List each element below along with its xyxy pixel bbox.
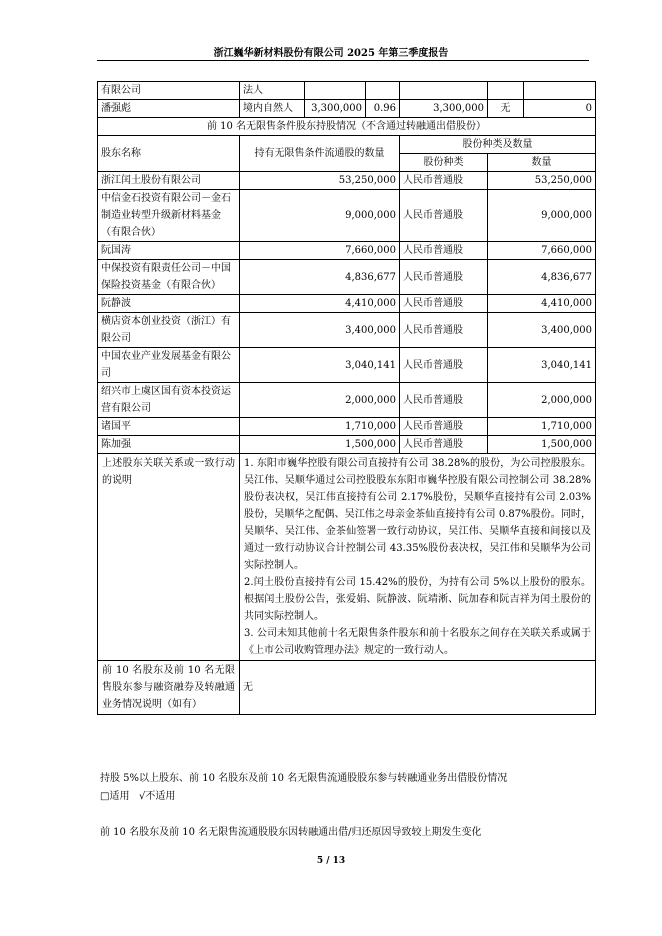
- table-row: [98, 242, 596, 260]
- table-row-top-1: [98, 82, 596, 100]
- holder-name: 陈加强: [98, 436, 240, 454]
- holder-amount: 2,000,000: [488, 383, 596, 418]
- financing-row: [98, 661, 596, 715]
- relation-label: 上述股东关联关系或一致行动的说明: [98, 454, 240, 661]
- top-holder-pledge: 无: [488, 100, 524, 118]
- holder-kind: 人民币普通股: [400, 418, 488, 436]
- top-holder-shares: 3,300,000: [305, 100, 366, 118]
- holder-amount: 9,000,000: [488, 190, 596, 242]
- report-header: 浙江巍华新材料股份有限公司 2025 年第三季度报告: [213, 48, 449, 59]
- holder-name: 中保投资有限责任公司－中国保险投资基金（有限合伙）: [98, 260, 240, 295]
- col-header-kind-qty: 股份种类及数量: [400, 136, 596, 154]
- holder-amount: 53,250,000: [488, 172, 596, 190]
- holder-kind: 人民币普通股: [400, 295, 488, 313]
- table-row-top-2: [98, 100, 596, 118]
- table-row: [98, 172, 596, 190]
- section-header-row: [98, 136, 596, 154]
- holder-name: 阮静波: [98, 295, 240, 313]
- option-not-applicable: √不适用: [139, 791, 176, 802]
- option-applicable: □适用: [100, 791, 130, 802]
- table-row: [98, 436, 596, 454]
- holder-name: 浙江闰土股份有限公司: [98, 172, 240, 190]
- col-header-name: 股东名称: [98, 136, 240, 172]
- holder-amount: 7,660,000: [488, 242, 596, 260]
- col-header-kind: 股份种类: [400, 154, 488, 172]
- table-row: [98, 383, 596, 418]
- change-heading: 前 10 名股东及前 10 名无限售流通股股东因转融通出借/归还原因导致较上期发生变化: [100, 827, 482, 838]
- holder-qty: 1,500,000: [240, 436, 400, 454]
- holder-qty: 4,410,000: [240, 295, 400, 313]
- holder-amount: 3,400,000: [488, 313, 596, 348]
- holder-kind: 人民币普通股: [400, 313, 488, 348]
- section-title-row: [98, 118, 596, 136]
- holder-qty: 3,400,000: [240, 313, 400, 348]
- financing-label: 前 10 名股东及前 10 名无限售股东参与融资融券及转融通业务情况说明（如有）: [98, 661, 240, 715]
- holder-name: 中信金石投资有限公司－金石制造业转型升级新材料基金（有限合伙）: [98, 190, 240, 242]
- table-row: [98, 190, 596, 242]
- top-holder-pledge: [488, 82, 524, 100]
- holder-kind: 人民币普通股: [400, 172, 488, 190]
- holder-qty: 1,710,000: [240, 418, 400, 436]
- holder-name: 中国农业产业发展基金有限公司: [98, 348, 240, 383]
- holder-amount: 1,500,000: [488, 436, 596, 454]
- lending-heading: 持股 5%以上股东、前 10 名股东及前 10 名无限售流通股股东参与转融通业务出借股份情况: [100, 773, 508, 784]
- holder-kind: 人民币普通股: [400, 348, 488, 383]
- holder-qty: 3,040,141: [240, 348, 400, 383]
- top-holder-restricted: [400, 82, 488, 100]
- table-row: [98, 348, 596, 383]
- holder-kind: 人民币普通股: [400, 190, 488, 242]
- header-divider: [97, 60, 589, 61]
- section-title: 前 10 名无限售条件股东持股情况（不含通过转融通出借股份）: [98, 118, 596, 136]
- applicability-options: [100, 788, 175, 805]
- holder-qty: 9,000,000: [240, 190, 400, 242]
- top-holder-nature: 法人: [240, 82, 305, 100]
- shareholder-table: [97, 81, 596, 715]
- holder-amount: 3,040,141: [488, 348, 596, 383]
- col-header-amount: 数量: [488, 154, 596, 172]
- top-holder-shares: [305, 82, 366, 100]
- top-holder-pledge-qty: 0: [524, 100, 596, 118]
- page-number: 5 / 13: [316, 856, 346, 866]
- top-holder-ratio: 0.96: [366, 100, 400, 118]
- relation-row: [98, 454, 596, 661]
- top-holder-name: 有限公司: [98, 82, 240, 100]
- holder-qty: 4,836,677: [240, 260, 400, 295]
- table-row: [98, 260, 596, 295]
- top-holder-restricted: 3,300,000: [400, 100, 488, 118]
- holder-amount: 4,410,000: [488, 295, 596, 313]
- top-holder-ratio: [366, 82, 400, 100]
- table-row: [98, 313, 596, 348]
- holder-name: 横店资本创业投资（浙江）有限公司: [98, 313, 240, 348]
- table-row: [98, 418, 596, 436]
- top-holder-name: 潘强彪: [98, 100, 240, 118]
- holder-kind: 人民币普通股: [400, 260, 488, 295]
- holder-name: 诸国平: [98, 418, 240, 436]
- holder-kind: 人民币普通股: [400, 242, 488, 260]
- relation-notes: [240, 454, 596, 661]
- holder-qty: 7,660,000: [240, 242, 400, 260]
- col-header-qty: 持有无限售条件流通股的数量: [240, 136, 400, 172]
- relation-note-2: 2.闰土股份直接持有公司 15.42%的股份，为持有公司 5%以上股份的股东。根据闰土股份公告，张爱娟、阮静波、阮靖淅、阮加春和阮吉祥为闰土股份的共同实际控制人。: [244, 577, 591, 622]
- holder-kind: 人民币普通股: [400, 383, 488, 418]
- top-holder-pledge-qty: [524, 82, 596, 100]
- holder-qty: 53,250,000: [240, 172, 400, 190]
- relation-note-3: 3. 公司未知其他前十名无限售条件股东和前十名股东之间存在关联关系或属于《上市公司收购管理办法》规定的一致行动人。: [244, 628, 591, 656]
- holder-kind: 人民币普通股: [400, 436, 488, 454]
- top-holder-nature: 境内自然人: [240, 100, 305, 118]
- financing-value: 无: [240, 661, 596, 715]
- relation-note-1: 1. 东阳市巍华控股有限公司直接持有公司 38.28%的股份，为公司控股股东。吴江伟、吴顺华通过公司控股股东东阳市巍华控股有限公司控制公司 38.28%股份表决权，吴江伟直接持有公司 2.17%股份，吴顺华直接持有公司 2.03%股份，吴顺华之配偶、吴江伟之母亲金茶仙直接持有公司 0.87%股份。同时，吴顺华、吴江伟、金茶仙签署一致行动协议，吴江伟、吴顺华直接和间接以及通过一致行动协议合计控制公司 43.35%股份表决权，吴江伟和吴顺华为公司实际控制人。: [244, 458, 591, 571]
- table-row: [98, 295, 596, 313]
- holder-qty: 2,000,000: [240, 383, 400, 418]
- holder-amount: 1,710,000: [488, 418, 596, 436]
- holder-name: 阮国涛: [98, 242, 240, 260]
- holder-amount: 4,836,677: [488, 260, 596, 295]
- holder-name: 绍兴市上虞区国有资本投资运营有限公司: [98, 383, 240, 418]
